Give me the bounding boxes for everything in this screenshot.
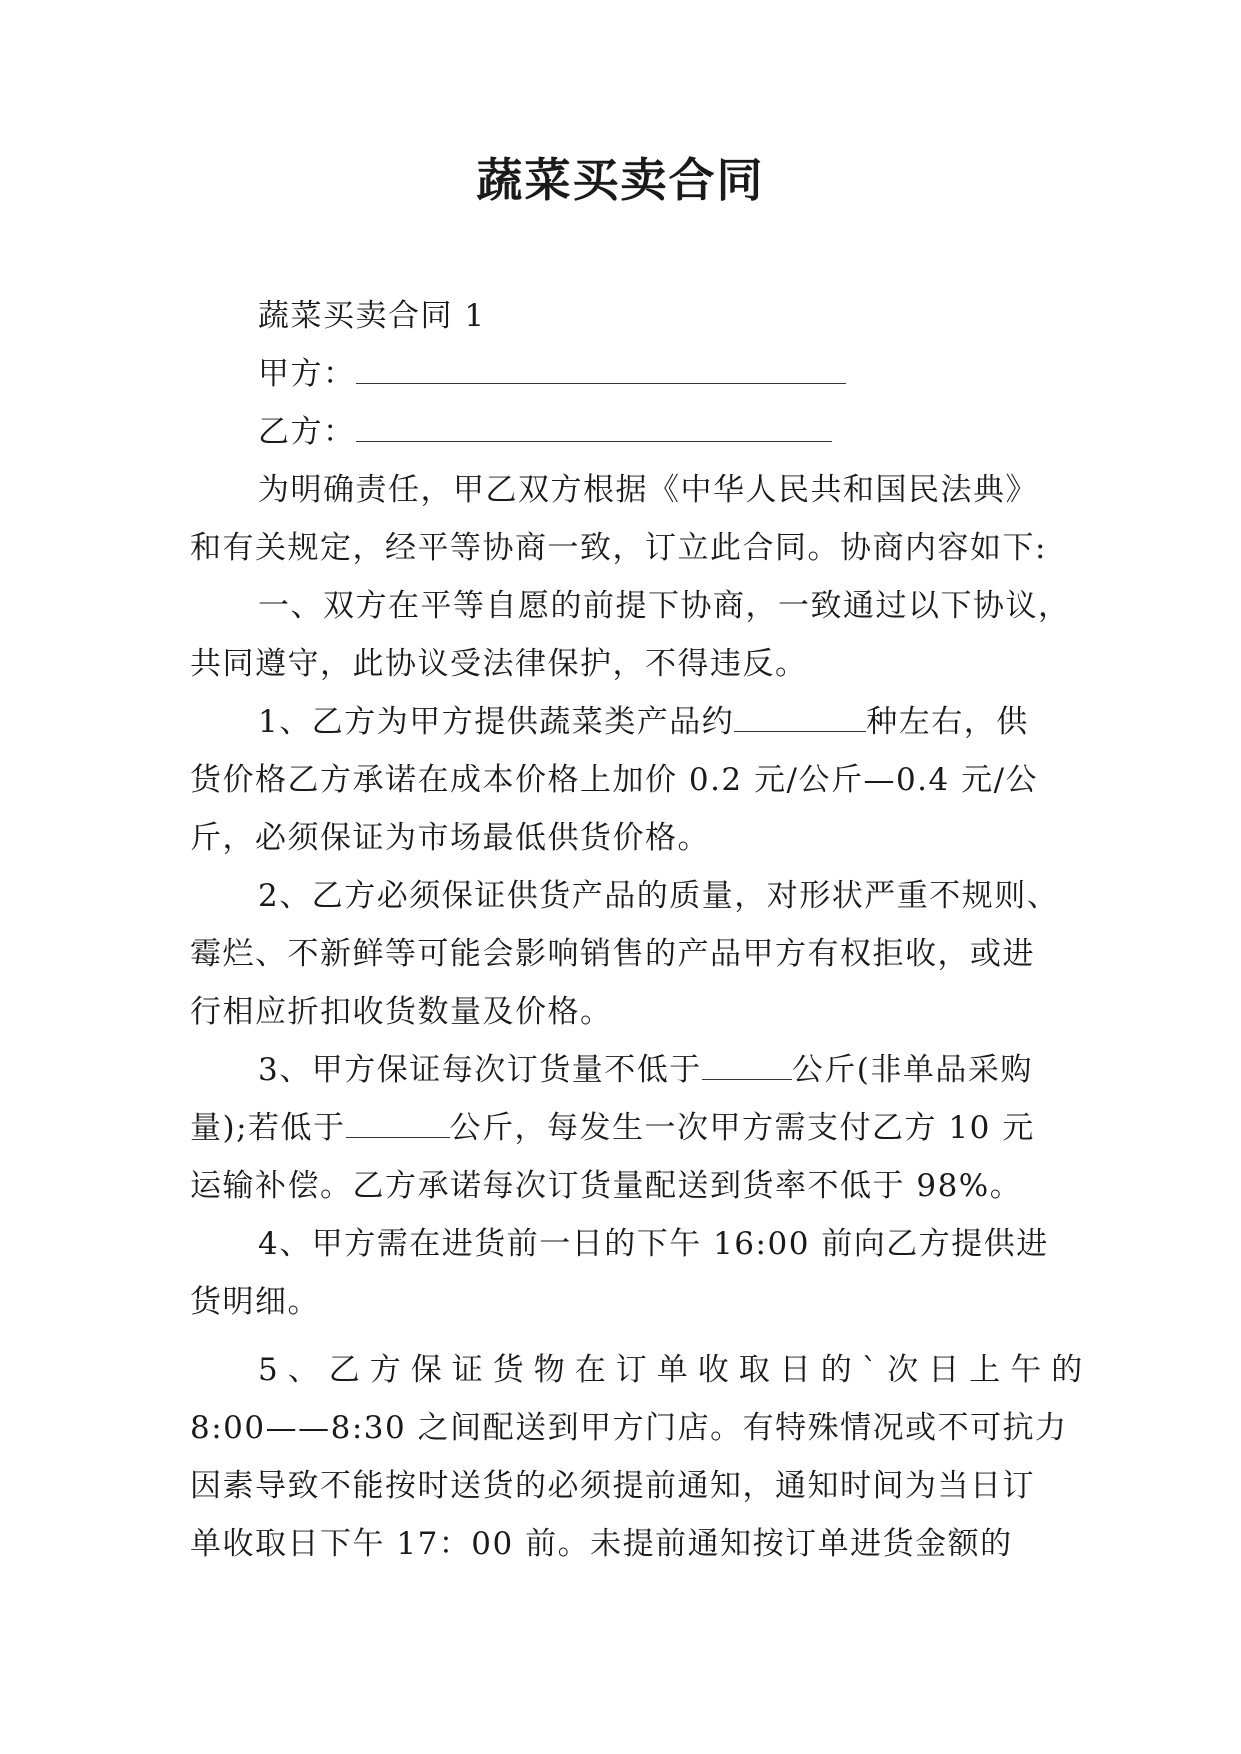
- clause-1-text-b: 种左右，供: [866, 704, 1029, 740]
- clause-3-text-d: 公斤，每发生一次甲方需支付乙方 10 元: [449, 1110, 1035, 1146]
- clause-5-line-4: 单收取日下午 17：00 前。未提前通知按订单进货金额的: [190, 1526, 1013, 1562]
- document-title: 蔬菜买卖合同: [476, 153, 765, 207]
- clause-1-text-a: 1、乙方为甲方提供蔬菜类产品约: [258, 704, 735, 740]
- party-b-label: 乙方：: [258, 414, 356, 450]
- clause-1-line-2: 货价格乙方承诺在成本价格上加价 0.2 元/公斤—0.4 元/公: [190, 762, 1039, 798]
- clause-5-line-3: 因素导致不能按时送货的必须提前通知，通知时间为当日订: [190, 1468, 1035, 1504]
- clause-2-line-3: 行相应折扣收货数量及价格。: [190, 994, 613, 1030]
- party-a-blank: [356, 349, 846, 384]
- party-b-line: [190, 403, 1060, 461]
- low-order-blank: [346, 1103, 450, 1138]
- clause-1-line-1: [190, 693, 1060, 751]
- clause-general-line-1: 一、双方在平等自愿的前提下协商，一致通过以下协议，: [258, 588, 1071, 624]
- document-body: [190, 287, 1093, 1573]
- clause-2-line-2: 霉烂、不新鲜等可能会影响销售的产品甲方有权拒收，或进: [190, 936, 1035, 972]
- clause-2-line-1: 2、乙方必须保证供货产品的质量，对形状严重不规则、: [258, 878, 1060, 914]
- party-a-line: [190, 345, 1060, 403]
- clause-3-text-a: 3、甲方保证每次订货量不低于: [258, 1052, 702, 1088]
- party-b-blank: [356, 407, 832, 442]
- party-a-label: 甲方：: [258, 356, 356, 392]
- clause-3-text-b: 公斤(非单品采购: [791, 1052, 1033, 1088]
- paragraph-gap: [190, 1331, 1060, 1341]
- clause-3-text-c: 量);若低于: [190, 1110, 346, 1146]
- clause-3-line-2: [190, 1099, 1060, 1157]
- min-order-blank: [702, 1045, 792, 1080]
- clause-4-line-1: 4、甲方需在进货前一日的下午 16:00 前向乙方提供进: [258, 1226, 1049, 1262]
- clause-3-line-3: 运输补偿。乙方承诺每次订货量配送到货率不低于 98%。: [190, 1168, 1023, 1204]
- clause-5-line-1: 5、乙方保证货物在订单收取日的`次日上午的: [258, 1352, 1093, 1388]
- variety-count-blank: [734, 697, 866, 732]
- clause-1-line-3: 斤，必须保证为市场最低供货价格。: [190, 820, 710, 856]
- clause-general-line-2: 共同遵守，此协议受法律保护，不得违反。: [190, 646, 808, 682]
- clause-3-line-1: [190, 1041, 1060, 1099]
- contract-subtitle: 蔬菜买卖合同 1: [258, 298, 486, 334]
- preamble-line-2: 和有关规定，经平等协商一致，订立此合同。协商内容如下:: [190, 530, 1047, 566]
- clause-4-line-2: 货明细。: [190, 1284, 320, 1320]
- clause-5-line-2: 8:00——8:30 之间配送到甲方门店。有特殊情况或不可抗力: [190, 1410, 1068, 1446]
- preamble-line-1: 为明确责任，甲乙双方根据《中华人民共和国民法典》: [258, 472, 1038, 508]
